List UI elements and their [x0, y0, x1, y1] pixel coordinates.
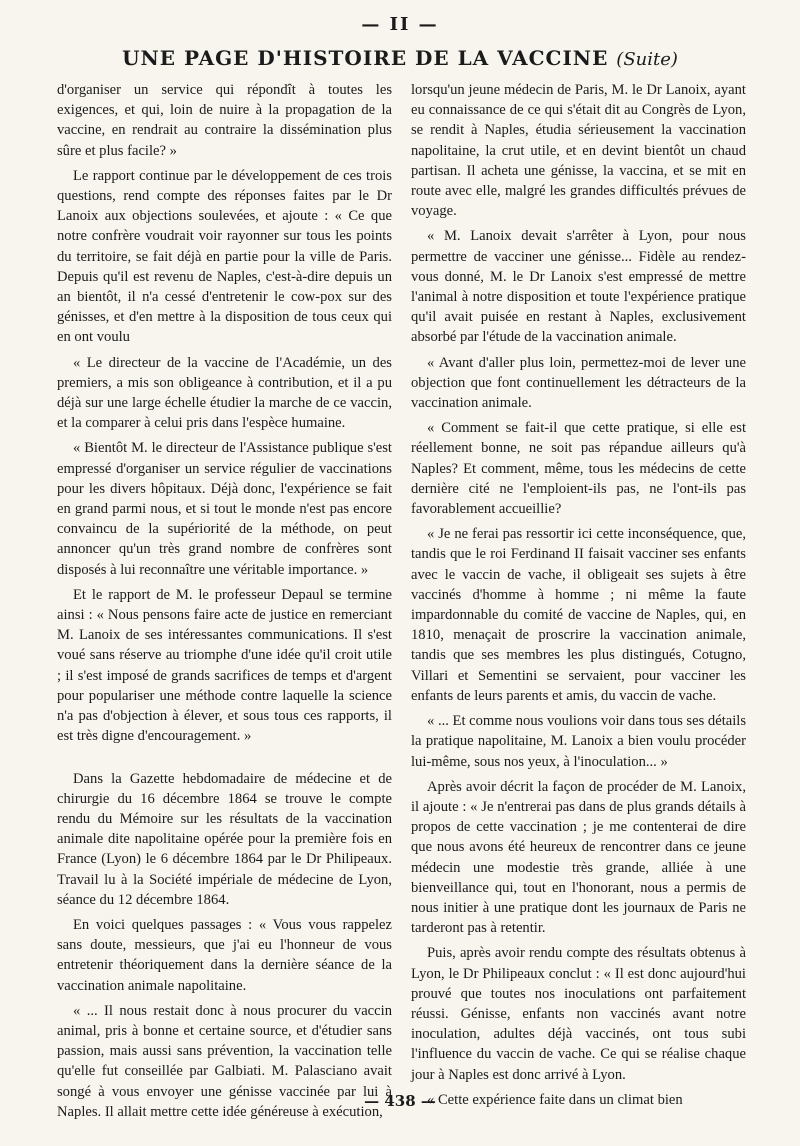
paragraph: « ... Et comme nous voulions voir dans tous ses détails la pratique napolitaine, M. Lanoix a bien voulu procéder lui-même, sous nos yeux, à l'inoculation... »	[411, 713, 747, 770]
paragraph: Et le rapport de M. le professeur Depaul se termine ainsi : « Nous pensons faire acte de justice en remerciant M. Lanoix de ses intéressantes communications. Il s'est voué sans réserve au triomphe d'une idée qu'il croit utile ; il s'est imposé de grands sacrifices de temps et d'argent pour populariser une méthode contre laquelle la science n'a pas d'objection à élever, et sous tous ces rapports, il est très digne d'encouragement. »	[57, 586, 392, 745]
paragraph: « ... Il nous restait donc à nous procurer du vaccin animal, pris à bonne et certaine source, et d'étudier sans passion, mais aussi sans prévention, la vaccination telle qu'elle fut conseillée par Galbiati. M. Palasciano avait songé à vous envoyer une génisse vaccinée par lui à Naples. Il allait mettre cette idée généreuse à exécution,	[57, 1002, 392, 1120]
paragraph: « M. Lanoix devait s'arrêter à Lyon, pour nous permettre de vacciner une génisse... Fidèle au rendez-vous donné, M. le Dr Lanoix s'est empressé de mettre l'animal à notre disposition et toute l'expérience pratique qu'il avait puisée en restant à Naples, exclusivement absorbé par l'étude de la vaccination animale.	[411, 228, 746, 346]
paragraph: Après avoir décrit la façon de procéder de M. Lanoix, il ajoute : « Je n'entrerai pas dans de plus grands détails à propos de cette vaccination ; je me contenterai de dire que nous avons été heureux de rencontrer dans ce jeune médecin une modestie très grande, alliée à une bienveillance qui, tout en l'honorant, nous a permis de nous initier à une pratique dont les journaux de Paris ne tarderont pas à retentir.	[411, 778, 746, 937]
paragraph: lorsqu'un jeune médecin de Paris, M. le Dr Lanoix, ayant eu connaissance de ce qui s'était dit au Congrès de Lyon, se rendit à Naples, étudia sérieusement la vaccination napolitaine, la crut utile, et en devint bientôt un chaud partisan. Il acheta une génisse, la vaccina, et se mit en route avec elle, malgré les grandes difficultés prévues de voyage.	[411, 82, 746, 220]
page-number: — 438 —	[364, 1092, 436, 1110]
paragraph: « Bientôt M. le directeur de l'Assistance publique s'est empressé d'organiser un service régulier de vaccinations pour les divers hôpitaux. Déjà donc, l'expérience se fait en grand parmi nous, et si tout le monde n'est pas encore convaincu de la supériorité de la méthode, on peut annoncer qu'un très grand nombre de confrères sont disposés à lui reconnaître une véritable importance. »	[57, 440, 392, 578]
paragraph: « Je ne ferai pas ressortir ici cette inconséquence, que, tandis que le roi Ferdinand II faisait vacciner ses enfants avec le vaccin de vache, il obligeait ses sujets à être vaccinés d'homme à homme ; ni même la faute impardonnable du comité de vaccine de Naples, qui, en 1810, menaçait de proscrire la vaccination animale, tandis que ses membres les plus distingués, Cotugno, Villari et Sementini se servaient, pour vacciner les enfants de leurs parents et amis, du vaccin de vache.	[411, 526, 746, 704]
page-marker-top: — II —	[361, 14, 439, 35]
right-column	[411, 80, 746, 1115]
paragraph: « Cette expérience faite dans un climat bien	[427, 1091, 683, 1108]
paragraph: Le rapport continue par le développement de ces trois questions, rend compte des réponses faites par le Dr Lanoix aux objections soulevées, et ajoute : « Ce que notre confrère voudrait voir rayonner sur tous les points du territoire, se fait déjà en partie pour la ville de Paris. Depuis qu'il est revenu de Naples, c'est-à-dire depuis un an bientôt, il n'a cessé d'entretenir le cow-pox sur des génisses, et d'en mettre à la disposition de tous ceux qui en ont voulu	[57, 167, 392, 346]
paragraph: « Le directeur de la vaccine de l'Académie, un des premiers, a mis son obligeance à contribution, et il a pu déjà sur une large échelle étudier la marche de ce vaccin, et la comparer à celui pris dans l'espèce humaine.	[57, 354, 392, 432]
left-column	[57, 80, 392, 1127]
paragraph: En voici quelques passages : « Vous vous rappelez sans doute, messieurs, que j'ai eu l'honneur de vous entretenir théoriquement dans la dernière séance de la vaccination animale napolitaine.	[57, 916, 392, 994]
paragraph: Puis, après avoir rendu compte des résultats obtenus à Lyon, le Dr Philipeaux conclut : « Il est donc aujourd'hui prouvé que toutes nos inoculations ont parfaitement réussi. Génisse, enfants non vaccinés avant notre inoculation, adultes déjà vaccinés, ont tous subi l'influence du vaccin de vache. Ce qui se réalise chaque jour à Naples est donc arrivé à Lyon.	[411, 945, 746, 1083]
paragraph: Dans la Gazette hebdomadaire de médecine et de chirurgie du 16 décembre 1864 se trouve le compte rendu du Mémoire sur les résultats de la vaccination animale dite napolitaine opérée pour la première fois en France (Lyon) le 6 décembre 1864 par le Dr Philipeaux. Travail lu à la Société impériale de médecine de Lyon, séance du 12 décembre 1864.	[57, 770, 392, 908]
paragraph: « Comment se fait-il que cette pratique, si elle est réellement bonne, ne soit pas répandue ailleurs qu'à Naples? Et comment, même, tous les médecins de cette dernière cité ne l'emploient-ils pas, ne l'ont-ils pas favorablement accueillie?	[411, 420, 746, 518]
page-title	[28, 46, 772, 70]
paragraph: « Avant d'aller plus loin, permettez-moi de lever une objection que font continuellement les détracteurs de la vaccination animale.	[411, 354, 746, 412]
title-suffix: (Suite)	[616, 49, 678, 70]
title-main: UNE PAGE D'HISTOIRE DE LA VACCINE	[122, 46, 609, 70]
paragraph: d'organiser un service qui répondît à toutes les exigences, et qui, loin de nuire à la propagation de la vaccine, en rendrait au contraire la dissémination plus sûre et plus facile? »	[57, 82, 392, 159]
